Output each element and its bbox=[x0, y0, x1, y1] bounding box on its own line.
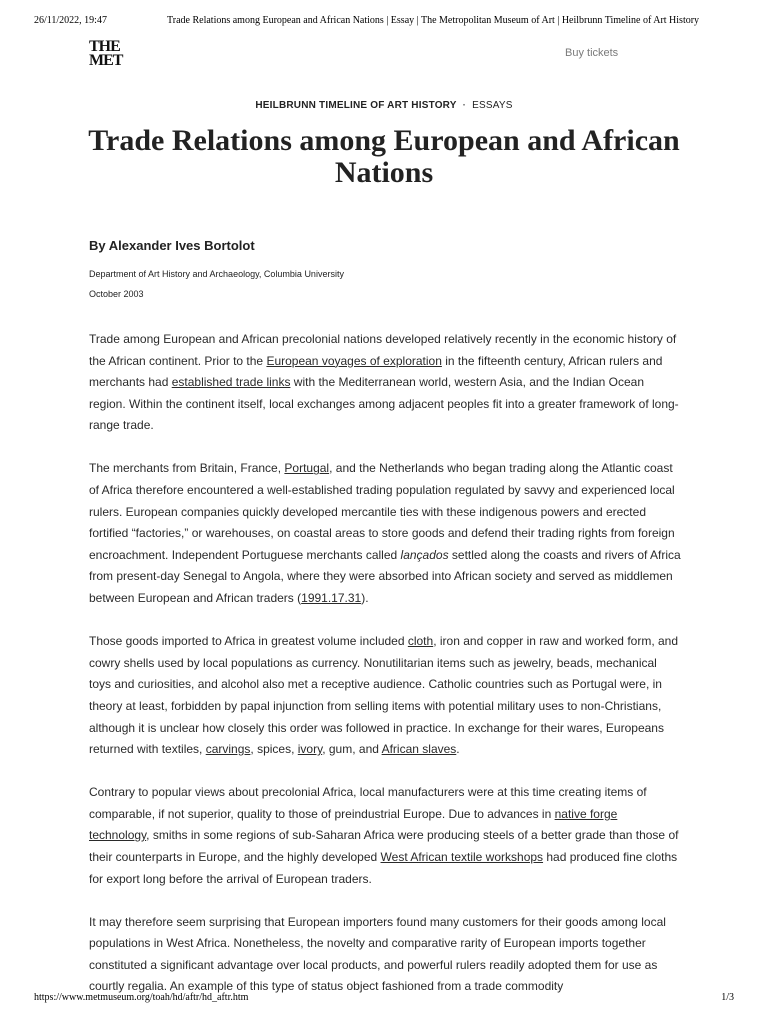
print-document-title: Trade Relations among European and African Nations | Essay | The Metropolitan Museum of Art | Heilbrunn Timeline of Art History bbox=[167, 15, 700, 26]
breadcrumb-essays-link[interactable]: ESSAYS bbox=[472, 100, 513, 111]
print-timestamp: 26/11/2022, 19:47 bbox=[34, 15, 107, 26]
link-european-voyages[interactable]: European voyages of exploration bbox=[266, 353, 442, 368]
link-native-forge-technology[interactable]: native forge technology bbox=[89, 806, 618, 843]
breadcrumb bbox=[0, 100, 768, 111]
link-portugal[interactable]: Portugal bbox=[284, 461, 330, 476]
met-logo[interactable] bbox=[89, 40, 121, 68]
author-department: Department of Art History and Archaeology, Columbia University bbox=[89, 269, 344, 279]
paragraph-1: Trade among European and African precolonial nations developed relatively recently in the economic history of the African continent. Prior to the European voyages of exploration in the fifteenth century, African rulers and merchants had established trade links with the Mediterranean world, western Asia, and the Indian Ocean region. Within the continent itself, local exchanges among adjacent peoples fit into a greater framework of long-range trade. bbox=[89, 332, 679, 433]
breadcrumb-timeline-link[interactable]: HEILBRUNN TIMELINE OF ART HISTORY bbox=[255, 100, 457, 111]
paragraph-2: The merchants from Britain, France, Portugal, and the Netherlands who began trading along the Atlantic coast of Africa therefore encountered a well-established trading population regulated by savvy and experienced local rulers. European companies quickly developed mercantile ties with these indigenous powers and erected fortified “factories,” or warehouses, on coastal areas to store goods and defend their trading rights from foreign encroachment. Independent Portuguese merchants called lançados settled along the coasts and rivers of Africa from present-day Senegal to Angola, where they were absorbed into African society and served as middlemen between European and African traders (1991.17.31). bbox=[89, 461, 681, 606]
link-established-trade-links[interactable]: established trade links bbox=[171, 375, 291, 390]
buy-tickets-link[interactable]: Buy tickets bbox=[565, 47, 619, 59]
article-body bbox=[89, 329, 681, 1020]
link-1991-17-31[interactable]: 1991.17.31 bbox=[301, 591, 362, 606]
article-date: October 2003 bbox=[89, 289, 144, 299]
breadcrumb-separator: · bbox=[462, 100, 467, 111]
article-title: Trade Relations among European and African Nations bbox=[88, 124, 680, 189]
link-carvings[interactable]: carvings bbox=[205, 742, 251, 757]
article-author: By Alexander Ives Bortolot bbox=[89, 238, 255, 253]
link-african-slaves[interactable]: African slaves bbox=[381, 742, 457, 757]
link-ivory[interactable]: ivory bbox=[297, 742, 323, 757]
print-header bbox=[0, 15, 768, 31]
paragraph-3: Those goods imported to Africa in greatest volume included cloth, iron and copper in raw and worked form, and cowry shells used by local populations as currency. Nonutilitarian items such as jewelry, beads, mechanical toys and curiosities, and alcohol also met a receptive audience. Catholic countries such as Portugal were, in theory at least, forbidden by papal injunction from selling items with potential military uses to non-Christians, although it is unclear how closely this order was followed in practice. In exchange for their wares, Europeans returned with textiles, carvings, spices, ivory, gum, and African slaves. bbox=[89, 634, 679, 757]
logo-line-2: MET bbox=[89, 52, 123, 69]
link-cloth[interactable]: cloth bbox=[407, 634, 434, 649]
print-footer bbox=[0, 992, 768, 1008]
paragraph-4: Contrary to popular views about precolonial Africa, local manufacturers were at this time creating items of comparable, if not superior, quality to those of preindustrial Europe. Due to advances in native forge technology, smiths in some regions of sub-Saharan Africa were producing steels of a better grade than those of their counterparts in Europe, and the highly developed West African textile workshops had produced fine cloths for export long before the arrival of European traders. bbox=[89, 785, 679, 886]
paragraph-5: It may therefore seem surprising that European importers found many customers for their goods among local populations in West Africa. Nonetheless, the novelty and comparative rarity of European imports together constituted a significant advantage over local products, and powerful rulers readily adopted them for use as courtly regalia. An example of this type of status object fashioned from a trade commodity bbox=[89, 914, 666, 994]
print-page-number: 1/3 bbox=[721, 992, 734, 1003]
logo-line-1: THE bbox=[89, 38, 120, 55]
link-west-african-textile-workshops[interactable]: West African textile workshops bbox=[380, 849, 544, 864]
print-url: https://www.metmuseum.org/toah/hd/aftr/hd_aftr.htm bbox=[34, 992, 249, 1003]
